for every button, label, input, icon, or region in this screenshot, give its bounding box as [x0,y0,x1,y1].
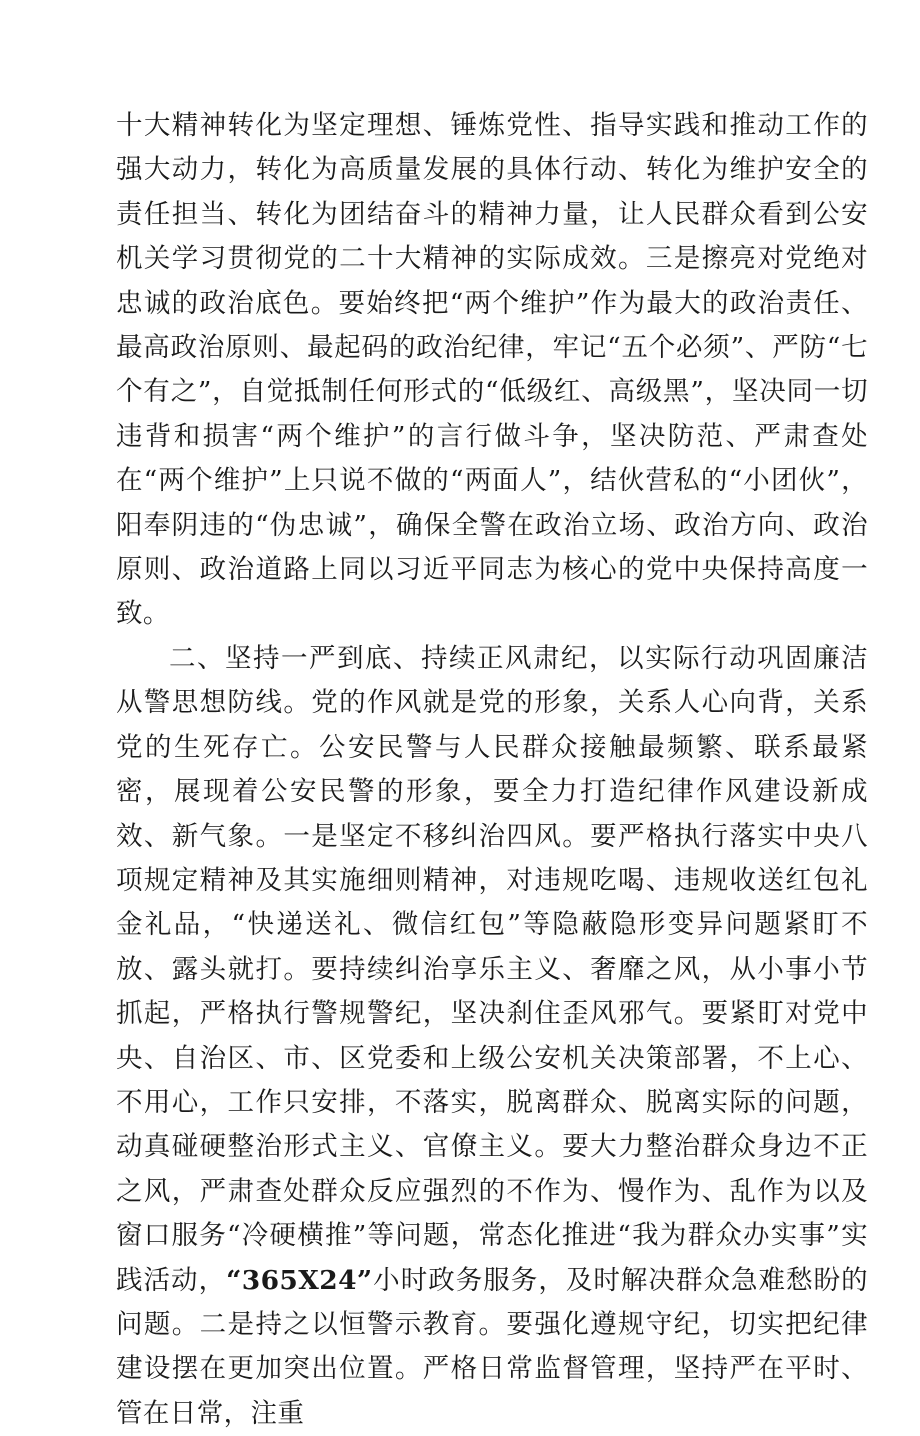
paragraph-2-bold-number: “365X24” [226,1264,373,1296]
paragraph-2-text-b: 小时政务服务，及时解决群众急难愁盼的问题。二是持之以恒警示教育。要强化遵规守纪，切实把纪律建设摆在更加突出位置。严格日常监督管理，坚持严在平时、管在日常，注重 [116,1264,868,1429]
paragraph-1 [116,104,868,637]
document-body [116,104,868,1436]
paragraph-1-text: 十大精神转化为坚定理想、锤炼党性、指导实践和推动工作的强大动力，转化为高质量发展的具体行动、转化为维护安全的责任担当、转化为团结奋斗的精神力量，让人民群众看到公安机关学习贯彻党的二十大精神的实际成效。三是擦亮对党绝对忠诚的政治底色。要始终把“两个维护”作为最大的政治责任、最高政治原则、最起码的政治纪律，牢记“五个必须”、严防“七个有之”，自觉抵制任何形式的“低级红、高级黑”，坚决同一切违背和损害“两个维护”的言行做斗争，坚决防范、严肃查处在“两个维护”上只说不做的“两面人”，结伙营私的“小团伙”，阳奉阴违的“伪忠诚”，确保全警在政治立场、政治方向、政治原则、政治道路上同以习近平同志为核心的党中央保持高度一致。 [116,110,868,630]
paragraph-2 [116,637,868,1436]
paragraph-2-text-a: 二、坚持一严到底、持续正风肃纪，以实际行动巩固廉洁从警思想防线。党的作风就是党的形象，关系人心向背，关系党的生死存亡。公安民警与人民群众接触最频繁、联系最紧密，展现着公安民警的形象，要全力打造纪律作风建设新成效、新气象。一是坚定不移纠治四风。要严格执行落实中央八项规定精神及其实施细则精神，对违规吃喝、违规收送红包礼金礼品，“快递送礼、微信红包”等隐蔽隐形变异问题紧盯不放、露头就打。要持续纠治享乐主义、奢靡之风，从小事小节抓起，严格执行警规警纪，坚决刹住歪风邪气。要紧盯对党中央、自治区、市、区党委和上级公安机关决策部署，不上心、不用心，工作只安排，不落实，脱离群众、脱离实际的问题，动真碰硬整治形式主义、官僚主义。要大力整治群众身边不正之风，严肃查处群众反应强烈的不作为、慢作为、乱作为以及窗口服务“冷硬横推”等问题，常态化推进“我为群众办实事”实践活动， [116,642,868,1296]
